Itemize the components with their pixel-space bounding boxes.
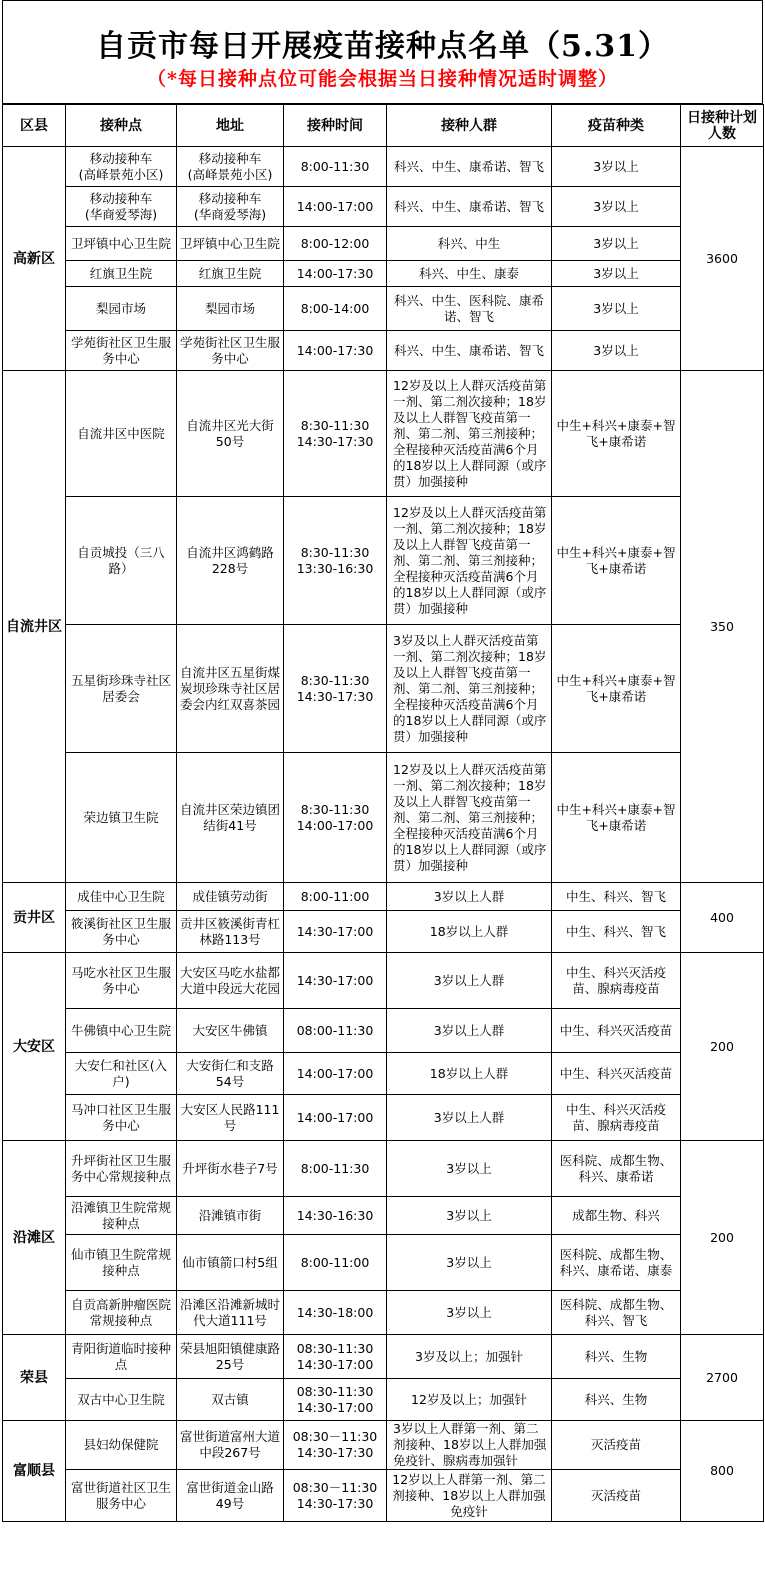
address-cell: 仙市镇箭口村5组 xyxy=(177,1235,284,1291)
site-cell: 牛佛镇中心卫生院 xyxy=(66,1009,177,1053)
crowd-cell: 3岁及以上人群灭活疫苗第一剂、第二剂次接种；18岁及以上人群智飞疫苗第一剂、第二剂、第三剂接种；全程接种灭活疫苗满6个月的18岁以上人群同源（或序贯）加强接种 xyxy=(387,625,552,753)
table-row xyxy=(3,883,764,911)
header-site: 接种点 xyxy=(66,105,177,147)
plan-cell: 2700 xyxy=(681,1335,764,1421)
table-row xyxy=(3,371,764,497)
crowd-cell: 12岁及以上人群灭活疫苗第一剂、第二剂次接种；18岁及以上人群智飞疫苗第一剂、第二剂、第三剂接种；全程接种灭活疫苗满6个月的18岁以上人群同源（或序贯）加强接种 xyxy=(387,371,552,497)
vaccine-cell: 3岁以上 xyxy=(552,147,681,187)
plan-cell: 200 xyxy=(681,953,764,1141)
district-cell: 荣县 xyxy=(3,1335,66,1421)
address-cell: 荣县旭阳镇健康路25号 xyxy=(177,1335,284,1379)
address-cell: 自流井区鸿鹤路228号 xyxy=(177,497,284,625)
address-cell: 富世街道金山路49号 xyxy=(177,1470,284,1522)
time-cell: 8:30-11:30 14:00-17:00 xyxy=(284,753,387,883)
time-cell: 08:30－11:30 14:30-17:30 xyxy=(284,1421,387,1470)
table-row xyxy=(3,227,764,261)
site-cell: 卫坪镇中心卫生院 xyxy=(66,227,177,261)
address-cell: 沿滩区沿滩新城时代大道111号 xyxy=(177,1291,284,1335)
crowd-cell: 科兴、中生、医科院、康希诺、智飞 xyxy=(387,287,552,331)
header-crowd: 接种人群 xyxy=(387,105,552,147)
plan-cell: 800 xyxy=(681,1421,764,1522)
time-cell: 08:00-11:30 xyxy=(284,1009,387,1053)
site-cell: 荣边镇卫生院 xyxy=(66,753,177,883)
site-cell: 移动接种车 (华商爱琴海) xyxy=(66,187,177,227)
crowd-cell: 3岁以上 xyxy=(387,1197,552,1235)
site-cell: 学苑街社区卫生服务中心 xyxy=(66,331,177,371)
time-cell: 14:00-17:00 xyxy=(284,187,387,227)
address-cell: 自流井区荣边镇团结街41号 xyxy=(177,753,284,883)
time-cell: 8:00-11:30 xyxy=(284,147,387,187)
vaccine-cell: 科兴、生物 xyxy=(552,1379,681,1421)
district-cell: 大安区 xyxy=(3,953,66,1141)
vaccine-cell: 中生+科兴+康泰+智飞+康希诺 xyxy=(552,371,681,497)
vaccine-cell: 中生+科兴+康泰+智飞+康希诺 xyxy=(552,497,681,625)
vaccine-cell: 3岁以上 xyxy=(552,187,681,227)
site-cell: 双古中心卫生院 xyxy=(66,1379,177,1421)
crowd-cell: 18岁以上人群 xyxy=(387,1053,552,1095)
crowd-cell: 科兴、中生 xyxy=(387,227,552,261)
vaccine-cell: 灭活疫苗 xyxy=(552,1470,681,1522)
crowd-cell: 科兴、中生、康希诺、智飞 xyxy=(387,147,552,187)
crowd-cell: 3岁以上 xyxy=(387,1235,552,1291)
table-row xyxy=(3,1335,764,1379)
district-cell: 富顺县 xyxy=(3,1421,66,1522)
time-cell: 8:00-11:00 xyxy=(284,1235,387,1291)
address-cell: 贡井区筱溪街青杠林路113号 xyxy=(177,911,284,953)
site-cell: 移动接种车 (高峄景苑小区) xyxy=(66,147,177,187)
site-cell: 升坪街社区卫生服务中心常规接种点 xyxy=(66,1141,177,1197)
table-row xyxy=(3,1009,764,1053)
page-title: 自贡市每日开展疫苗接种点名单（5.31） xyxy=(95,29,670,64)
site-cell: 马冲口社区卫生服务中心 xyxy=(66,1095,177,1141)
address-cell: 双古镇 xyxy=(177,1379,284,1421)
address-cell: 升坪街水巷子7号 xyxy=(177,1141,284,1197)
address-cell: 大安街仁和支路54号 xyxy=(177,1053,284,1095)
address-cell: 富世街道富州大道中段267号 xyxy=(177,1421,284,1470)
site-cell: 马吃水社区卫生服务中心 xyxy=(66,953,177,1009)
table-row xyxy=(3,911,764,953)
crowd-cell: 科兴、中生、康希诺、智飞 xyxy=(387,331,552,371)
vaccine-cell: 灭活疫苗 xyxy=(552,1421,681,1470)
vaccine-cell: 中生、科兴灭活疫苗、腺病毒疫苗 xyxy=(552,1095,681,1141)
address-cell: 大安区人民路111号 xyxy=(177,1095,284,1141)
time-cell: 8:00-12:00 xyxy=(284,227,387,261)
table-row xyxy=(3,1053,764,1095)
crowd-cell: 科兴、中生、康泰 xyxy=(387,261,552,287)
title-box xyxy=(2,0,763,104)
vaccine-cell: 3岁以上 xyxy=(552,261,681,287)
vaccine-cell: 医科院、成都生物、科兴、康希诺、康泰 xyxy=(552,1235,681,1291)
address-cell: 自流井区光大街50号 xyxy=(177,371,284,497)
site-cell: 青阳街道临时接种点 xyxy=(66,1335,177,1379)
vaccine-cell: 中生、科兴、智飞 xyxy=(552,911,681,953)
crowd-cell: 3岁以上 xyxy=(387,1291,552,1335)
header-time: 接种时间 xyxy=(284,105,387,147)
address-cell: 沿滩镇市街 xyxy=(177,1197,284,1235)
district-cell: 贡井区 xyxy=(3,883,66,953)
time-cell: 08:30－11:30 14:30-17:30 xyxy=(284,1470,387,1522)
vaccine-cell: 中生、科兴灭活疫苗 xyxy=(552,1053,681,1095)
address-cell: 移动接种车 (高峄景苑小区) xyxy=(177,147,284,187)
time-cell: 8:30-11:30 14:30-17:30 xyxy=(284,625,387,753)
time-cell: 14:30-17:00 xyxy=(284,953,387,1009)
table-row xyxy=(3,1095,764,1141)
vaccine-cell: 医科院、成都生物、科兴、康希诺 xyxy=(552,1141,681,1197)
table-row xyxy=(3,1470,764,1522)
site-cell: 梨园市场 xyxy=(66,287,177,331)
vaccination-schedule-sheet xyxy=(2,0,763,1522)
time-cell: 14:00-17:30 xyxy=(284,331,387,371)
header-vaccine: 疫苗种类 xyxy=(552,105,681,147)
district-cell: 高新区 xyxy=(3,147,66,371)
header-district: 区县 xyxy=(3,105,66,147)
address-cell: 大安区马吃水盐都大道中段远大花园 xyxy=(177,953,284,1009)
site-cell: 仙市镇卫生院常规接种点 xyxy=(66,1235,177,1291)
address-cell: 梨园市场 xyxy=(177,287,284,331)
table-row xyxy=(3,1421,764,1470)
crowd-cell: 12岁及以上；加强针 xyxy=(387,1379,552,1421)
vaccine-cell: 中生+科兴+康泰+智飞+康希诺 xyxy=(552,753,681,883)
vaccine-cell: 3岁以上 xyxy=(552,227,681,261)
crowd-cell: 3岁以上 xyxy=(387,1141,552,1197)
time-cell: 8:00-11:30 xyxy=(284,1141,387,1197)
time-cell: 8:30-11:30 13:30-16:30 xyxy=(284,497,387,625)
table-row xyxy=(3,497,764,625)
crowd-cell: 3岁以上人群第一剂、第二剂接种、18岁以上人群加强免疫针、腺病毒加强针 xyxy=(387,1421,552,1470)
table-row xyxy=(3,187,764,227)
vaccine-cell: 3岁以上 xyxy=(552,287,681,331)
plan-cell: 350 xyxy=(681,371,764,883)
table-row xyxy=(3,625,764,753)
vaccine-cell: 成都生物、科兴 xyxy=(552,1197,681,1235)
vaccine-cell: 中生、科兴灭活疫苗、腺病毒疫苗 xyxy=(552,953,681,1009)
vaccine-cell: 中生+科兴+康泰+智飞+康希诺 xyxy=(552,625,681,753)
site-cell: 富世街道社区卫生服务中心 xyxy=(66,1470,177,1522)
plan-cell: 200 xyxy=(681,1141,764,1335)
time-cell: 14:00-17:00 xyxy=(284,1095,387,1141)
site-cell: 五星街珍珠寺社区居委会 xyxy=(66,625,177,753)
time-cell: 14:30-16:30 xyxy=(284,1197,387,1235)
district-cell: 沿滩区 xyxy=(3,1141,66,1335)
crowd-cell: 18岁以上人群 xyxy=(387,911,552,953)
address-cell: 成佳镇劳动街 xyxy=(177,883,284,911)
vaccine-cell: 医科院、成都生物、科兴、智飞 xyxy=(552,1291,681,1335)
address-cell: 自流井区五星街煤炭坝珍珠寺社区居委会内红双喜茶园 xyxy=(177,625,284,753)
time-cell: 14:30-17:00 xyxy=(284,911,387,953)
table-row xyxy=(3,261,764,287)
time-cell: 14:30-18:00 xyxy=(284,1291,387,1335)
table-row xyxy=(3,147,764,187)
address-cell: 卫坪镇中心卫生院 xyxy=(177,227,284,261)
time-cell: 14:00-17:00 xyxy=(284,1053,387,1095)
vaccine-cell: 科兴、生物 xyxy=(552,1335,681,1379)
site-cell: 自贡城投（三八路） xyxy=(66,497,177,625)
time-cell: 14:00-17:30 xyxy=(284,261,387,287)
plan-cell: 3600 xyxy=(681,147,764,371)
time-cell: 08:30-11:30 14:30-17:00 xyxy=(284,1379,387,1421)
crowd-cell: 3岁以上人群 xyxy=(387,1095,552,1141)
table-row xyxy=(3,1379,764,1421)
site-cell: 成佳中心卫生院 xyxy=(66,883,177,911)
time-cell: 8:30-11:30 14:30-17:30 xyxy=(284,371,387,497)
plan-cell: 400 xyxy=(681,883,764,953)
table-row xyxy=(3,953,764,1009)
site-cell: 自流井区中医院 xyxy=(66,371,177,497)
table-row xyxy=(3,1235,764,1291)
table-row xyxy=(3,753,764,883)
table-body xyxy=(3,147,764,1522)
header-address: 地址 xyxy=(177,105,284,147)
address-cell: 学苑街社区卫生服务中心 xyxy=(177,331,284,371)
site-cell: 县妇幼保健院 xyxy=(66,1421,177,1470)
table-row xyxy=(3,1141,764,1197)
crowd-cell: 3岁以上人群 xyxy=(387,953,552,1009)
time-cell: 08:30-11:30 14:30-17:00 xyxy=(284,1335,387,1379)
time-cell: 8:00-14:00 xyxy=(284,287,387,331)
crowd-cell: 3岁以上人群 xyxy=(387,883,552,911)
address-cell: 红旗卫生院 xyxy=(177,261,284,287)
site-cell: 红旗卫生院 xyxy=(66,261,177,287)
crowd-cell: 科兴、中生、康希诺、智飞 xyxy=(387,187,552,227)
vaccine-cell: 3岁以上 xyxy=(552,331,681,371)
vaccine-cell: 中生、科兴、智飞 xyxy=(552,883,681,911)
district-cell: 自流井区 xyxy=(3,371,66,883)
crowd-cell: 12岁及以上人群灭活疫苗第一剂、第二剂次接种；18岁及以上人群智飞疫苗第一剂、第二剂、第三剂接种；全程接种灭活疫苗满6个月的18岁以上人群同源（或序贯）加强接种 xyxy=(387,753,552,883)
table-row xyxy=(3,1197,764,1235)
crowd-cell: 12岁及以上人群灭活疫苗第一剂、第二剂次接种；18岁及以上人群智飞疫苗第一剂、第二剂、第三剂接种；全程接种灭活疫苗满6个月的18岁以上人群同源（或序贯）加强接种 xyxy=(387,497,552,625)
site-cell: 自贡高新肿瘤医院常规接种点 xyxy=(66,1291,177,1335)
table-row xyxy=(3,331,764,371)
address-cell: 移动接种车 (华商爱琴海) xyxy=(177,187,284,227)
vaccination-table xyxy=(2,104,764,1522)
table-row xyxy=(3,1291,764,1335)
crowd-cell: 3岁以上人群 xyxy=(387,1009,552,1053)
address-cell: 大安区牛佛镇 xyxy=(177,1009,284,1053)
vaccine-cell: 中生、科兴灭活疫苗 xyxy=(552,1009,681,1053)
header-row xyxy=(3,105,764,147)
header-plan: 日接种计划人数 xyxy=(681,105,764,147)
table-row xyxy=(3,287,764,331)
site-cell: 大安仁和社区(入户) xyxy=(66,1053,177,1095)
site-cell: 筱溪街社区卫生服务中心 xyxy=(66,911,177,953)
crowd-cell: 3岁及以上；加强针 xyxy=(387,1335,552,1379)
site-cell: 沿滩镇卫生院常规接种点 xyxy=(66,1197,177,1235)
page-subtitle: （*每日接种点位可能会根据当日接种情况适时调整） xyxy=(147,68,618,90)
time-cell: 8:00-11:00 xyxy=(284,883,387,911)
crowd-cell: 12岁以上人群第一剂、第二剂接种、18岁以上人群加强免疫针 xyxy=(387,1470,552,1522)
